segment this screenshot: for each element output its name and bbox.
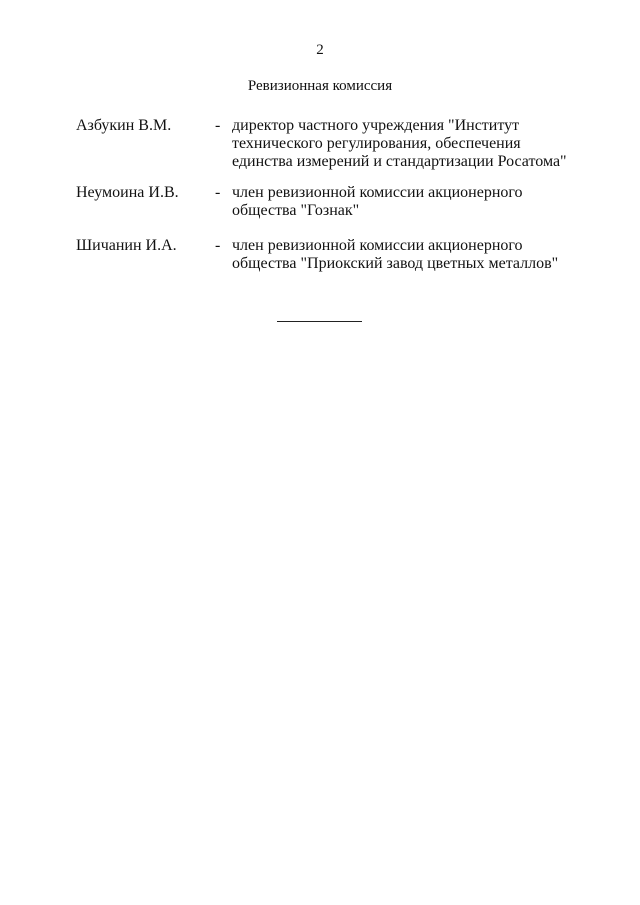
page-number: 2 xyxy=(316,42,324,58)
end-separator-line xyxy=(277,321,362,322)
member-role xyxy=(232,117,572,171)
member-name: Неумоина И.В. xyxy=(76,184,179,201)
section-title: Ревизионная комиссия xyxy=(247,78,393,94)
member-role-line: единства измерений и стандартизации Росатома" xyxy=(232,153,567,170)
member-role-line: технического регулирования, обеспечения xyxy=(232,135,521,152)
member-role-line: член ревизионной комиссии акционерного xyxy=(232,237,523,254)
member-name: Азбукин В.М. xyxy=(76,117,172,134)
member-role-line: директор частного учреждения "Институт xyxy=(232,117,520,134)
member-dash: - xyxy=(215,237,221,254)
member-role-line: член ревизионной комиссии акционерного xyxy=(232,184,523,201)
member-dash: - xyxy=(215,184,221,201)
member-role xyxy=(232,184,572,220)
member-role xyxy=(232,237,572,273)
member-role-line: общества "Гознак" xyxy=(232,202,360,219)
member-role-line: общества "Приокский завод цветных металлов" xyxy=(232,255,559,272)
member-dash: - xyxy=(215,117,221,134)
member-name: Шичанин И.А. xyxy=(76,237,177,254)
